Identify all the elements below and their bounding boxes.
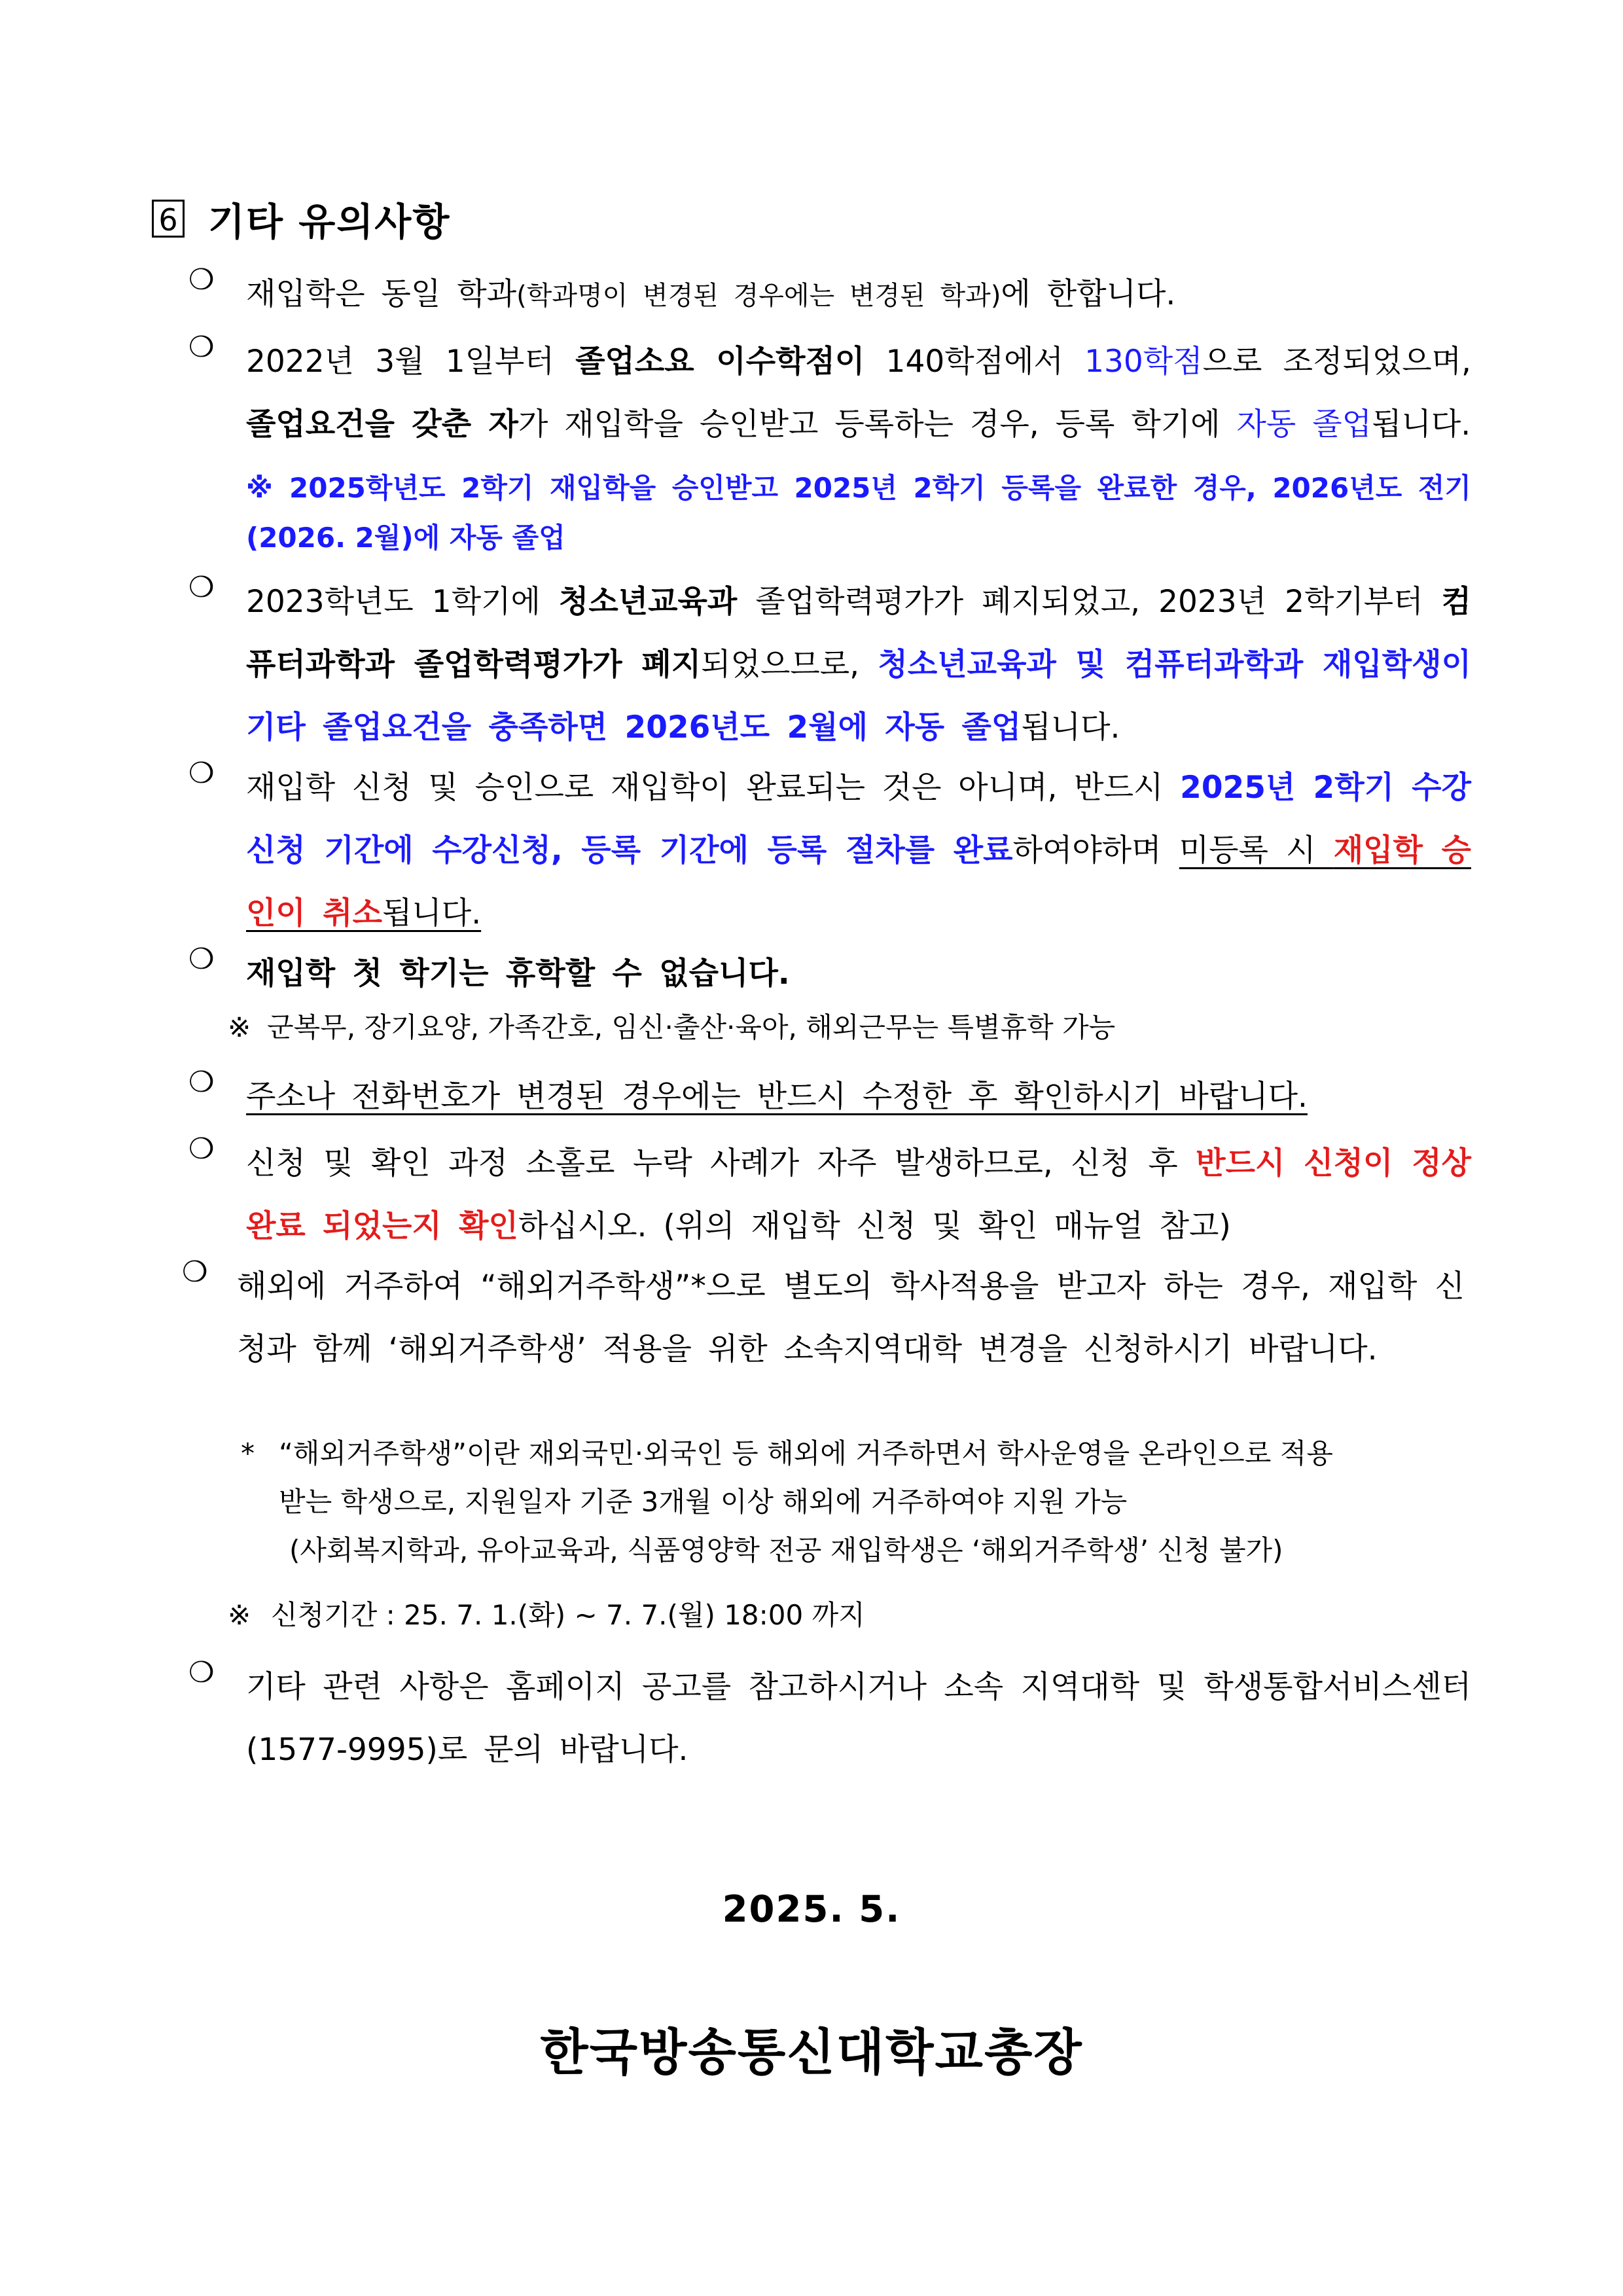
issuing-organization: 한국방송통신대학교총장 [540, 2023, 1083, 2081]
section-title: 기타 유의사항 [208, 200, 451, 244]
overseas-student-note: * “해외거주학생”이란 재외국민·외국인 등 해외에 거주하면서 학사운영을 온라인으로 적용 받는 학생으로, 지원일자 기준 3개월 이상 해외에 거주하여야 지원 가능 (사회복지학과, 유아교육과, 식품영양학 전공 재입학생은 ‘해외거주학생’ 신청 불가) [241, 1429, 1471, 1575]
circle-bullet-icon: ❍ [188, 571, 215, 604]
notice-item-2 [188, 331, 1471, 456]
reference-mark: ※ [246, 472, 273, 504]
reference-mark: ※ [228, 1011, 251, 1043]
circle-bullet-icon: ❍ [188, 1132, 215, 1166]
notice-item-4 [188, 757, 1471, 945]
notice-item-3 [188, 571, 1471, 759]
notice-text: 기타 관련 사항은 홈페이지 공고를 참고하시거나 소속 지역대학 및 학생통합서비스센터(1577-9995)로 문의 바랍니다. [246, 1669, 1471, 1768]
notice-text: 해외에 거주하여 “해외거주학생”*으로 별도의 학사적용을 받고자 하는 경우, 재입학 신청과 함께 ‘해외거주학생’ 적용을 위한 소속지역대학 변경을 신청하시기 바랍니다. [237, 1268, 1465, 1367]
notice-text: 2022년 3월 1일부터 졸업소요 이수학점이 140학점에서 130학점으로 조정되었으며, 졸업요건을 갖춘 자가 재입학을 승인받고 등록하는 경우, 등록 학기에 자동 졸업됩니다. [246, 344, 1471, 442]
special-leave-note: ※ 군복무, 장기요양, 가족간호, 임신·출산·육아, 해외근무는 특별휴학 가능 [228, 1005, 1471, 1050]
notice-item-8 [182, 1255, 1465, 1381]
notice-item-7 [188, 1132, 1471, 1258]
application-period-note: ※ 신청기간 : 25. 7. 1.(화) ~ 7. 7.(월) 18:00 까지 [228, 1592, 1471, 1638]
circle-bullet-icon: ❍ [188, 263, 215, 296]
circle-bullet-icon: ❍ [188, 331, 215, 364]
circle-bullet-icon: ❍ [188, 942, 215, 976]
circle-bullet-icon: ❍ [188, 1656, 215, 1689]
notice-text: 주소나 전화번호가 변경된 경우에는 반드시 수정한 후 확인하시기 바랍니다. [246, 1079, 1308, 1115]
section-number: 6 [152, 200, 185, 238]
section-heading [152, 191, 450, 246]
notice-item-6 [188, 1066, 1471, 1128]
notice-item-1 [188, 263, 1471, 327]
circle-bullet-icon: ❍ [188, 1066, 215, 1099]
reference-mark: ※ [228, 1599, 251, 1631]
graduation-note: ※ 2025학년도 2학기 재입학을 승인받고 2025년 2학기 등록을 완료한 경우, 2026년도 전기 (2026. 2월)에 자동 졸업 [246, 463, 1471, 563]
notice-text: 재입학은 동일 학과(학과명이 변경된 경우에는 변경된 학과)에 한합니다. [246, 276, 1176, 312]
notice-text: 2023학년도 1학기에 청소년교육과 졸업학력평가가 폐지되었고, 2023년 2학기부터 컴퓨터과학과 졸업학력평가가 폐지되었으므로, 청소년교육과 및 컴퓨터과학과 재입학생이 기타 졸업요건을 충족하면 2026년도 2월에 자동 졸업됩니다. [246, 584, 1472, 745]
notice-item-9 [188, 1656, 1471, 1782]
circle-bullet-icon: ❍ [188, 757, 215, 790]
document-date: 2025. 5. [722, 1888, 901, 1931]
notice-text: 재입학 신청 및 승인으로 재입학이 완료되는 것은 아니며, 반드시 2025년 2학기 수강신청 기간에 수강신청, 등록 기간에 등록 절차를 완료하여야하며 미등록 시 재입학 승인이 취소됩니다. [246, 770, 1471, 931]
circle-bullet-icon: ❍ [182, 1255, 208, 1289]
notice-text: 재입학 첫 학기는 휴학할 수 없습니다. [246, 956, 790, 992]
notice-item-5 [188, 942, 1471, 1005]
reference-mark: * [241, 1437, 255, 1469]
notice-text: 신청 및 확인 과정 소홀로 누락 사례가 자주 발생하므로, 신청 후 반드시 신청이 정상 완료 되었는지 확인하십시오. (위의 재입학 신청 및 확인 매뉴얼 참고) [246, 1145, 1471, 1244]
